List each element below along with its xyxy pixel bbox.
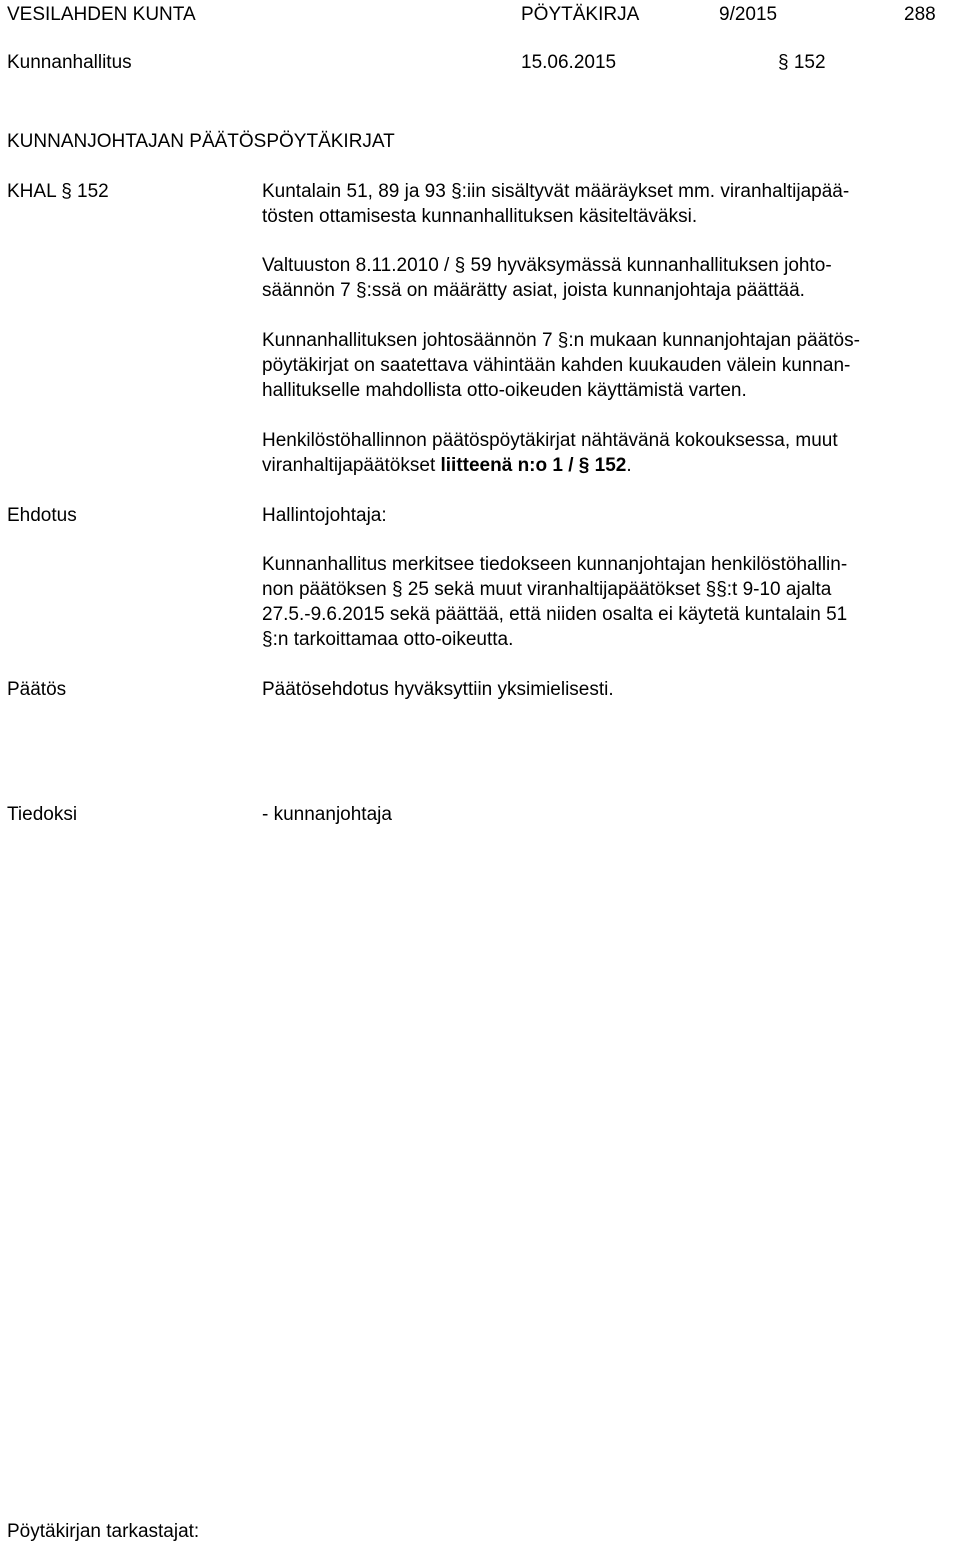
document-type: PÖYTÄKIRJA [521,4,640,25]
paragraph-line: Henkilöstöhallinnon päätöspöytäkirjat nähtävänä kokouksessa, muut [262,430,838,451]
attachment-period: . [626,455,632,476]
paragraph-line: Kuntalain 51, 89 ja 93 §:iin sisältyvät määräykset mm. viranhaltijapää- [262,181,850,202]
paragraph-line: §:n tarkoittamaa otto-oikeutta. [262,629,514,650]
attachment-reference: liitteenä n:o 1 / § 152 [440,455,627,476]
notification-label: Tiedoksi [7,804,78,825]
proposal-presenter: Hallintojohtaja: [262,505,387,526]
paragraph-line: Kunnanhallitus merkitsee tiedokseen kunnanjohtajan henkilöstöhallin- [262,554,848,575]
paragraph-line: Kunnanhallituksen johtosäännön 7 §:n mukaan kunnanjohtajan päätös- [262,330,860,351]
paragraph-council-decision [262,253,952,303]
paragraph-line: non päätöksen § 25 sekä muut viranhaltijapäätökset §§:t 9-10 ajalta [262,579,832,600]
document-number: 9/2015 [719,4,778,25]
paragraph-line: hallitukselle mahdollista otto-oikeuden käyttämistä varten. [262,380,747,401]
paragraph-line [262,453,952,478]
governing-body: Kunnanhallitus [7,52,132,73]
section-title: KUNNANJOHTAJAN PÄÄTÖSPÖYTÄKIRJAT [7,131,395,152]
attachment-text: viranhaltijapäätökset [262,455,441,476]
section-number: § 152 [778,52,826,73]
paragraph-attachment [262,428,952,478]
reference-label: KHAL § 152 [7,181,109,202]
paragraph-line: säännön 7 §:ssä on määrätty asiat, joista kunnanjohtaja päättää. [262,280,805,301]
paragraph-bylaw [262,328,952,403]
page-number: 288 [904,4,936,25]
paragraph-line: 27.5.-9.6.2015 sekä päättää, että niiden osalta ei käytetä kuntalain 51 [262,604,848,625]
paragraph-legal-basis [262,179,952,229]
paragraph-line: Valtuuston 8.11.2010 / § 59 hyväksymässä kunnanhallituksen johto- [262,255,832,276]
decision-label: Päätös [7,679,67,700]
municipality-name: VESILAHDEN KUNTA [7,4,196,25]
meeting-date: 15.06.2015 [521,52,617,73]
proposal-label: Ehdotus [7,505,77,526]
notification-recipient: - kunnanjohtaja [262,804,392,825]
minutes-checkers-label: Pöytäkirjan tarkastajat: [7,1521,200,1542]
proposal-text [262,552,952,652]
paragraph-line: tösten ottamisesta kunnanhallituksen käsiteltäväksi. [262,206,698,227]
decision-text: Päätösehdotus hyväksyttiin yksimielisesti. [262,679,614,700]
paragraph-line: pöytäkirjat on saatettava vähintään kahden kuukauden välein kunnan- [262,355,851,376]
